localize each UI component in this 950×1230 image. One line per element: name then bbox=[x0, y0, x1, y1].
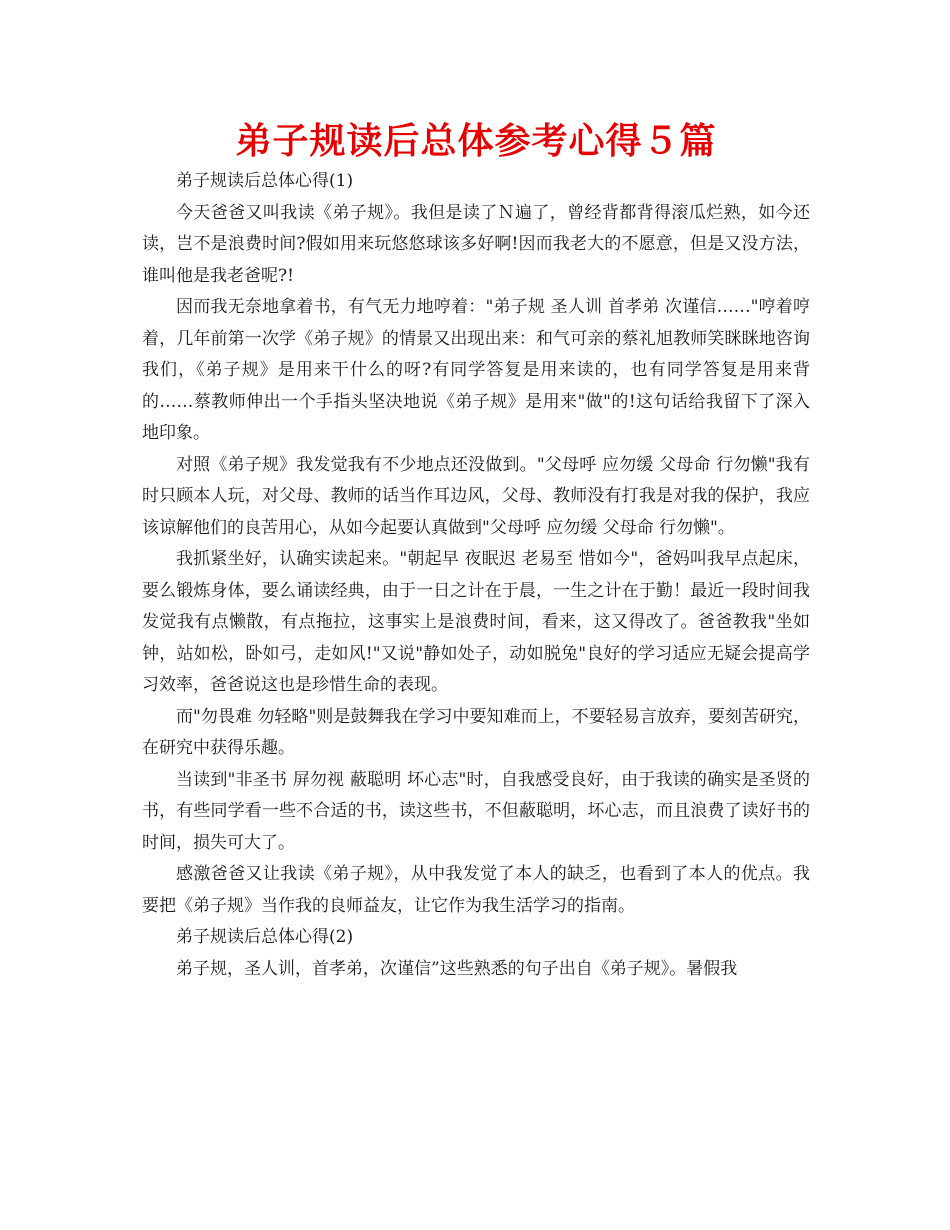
document-page bbox=[142, 118, 810, 985]
paragraph: 我抓紧坐好，认确实读起来。"朝起早 夜眠迟 老易至 惜如今"，爸妈叫我早点起床，要么锻炼身体，要么诵读经典，由于一日之计在于晨，一生之计在于勤！最近一段时间我发觉我有点懒散，有点拖拉，这事实上是浪费时间，看来，这又得改了。爸爸教我"坐如钟，站如松，卧如弓，走如风!"又说"静如处子，动如脱兔"良好的学习适应无疑会提高学习效率，爸爸说这也是珍惜生命的表现。 bbox=[142, 549, 810, 695]
paragraph: 因而我无奈地拿着书，有气无力地哼着："弟子规 圣人训 首孝弟 次谨信……"哼着哼着，几年前第一次学《弟子规》的情景又出现出来：和气可亲的蔡礼旭教师笑眯眯地咨询我们，《弟子规》是用来干什么的呀?有同学答复是用来读的，也有同学答复是用来背的……蔡教师伸出一个手指头坚决地说《弟子规》是用来"做"的!这句话给我留下了深入地印象。 bbox=[142, 297, 810, 443]
section-2 bbox=[142, 922, 810, 985]
paragraph: 今天爸爸又叫我读《弟子规》。我但是读了Ｎ遍了，曾经背都背得滚瓜烂熟，如今还读，岂不是浪费时间?假如用来玩悠悠球该多好啊!因而我老大的不愿意，但是又没方法，谁叫他是我老爸呢?! bbox=[142, 202, 810, 286]
paragraph: 对照《弟子规》我发觉我有不少地点还没做到。"父母呼 应勿缓 父母命 行勿懒"我有时只顾本人玩，对父母、教师的话当作耳边风，父母、教师没有打我是对我的保护，我应该谅解他们的良苦用心，从如今起要认真做到"父母呼 应勿缓 父母命 行勿懒"。 bbox=[142, 454, 810, 538]
paragraph: 弟子规，圣人训，首孝弟，次谨信”这些熟悉的句子出自《弟子规》。暑假我 bbox=[176, 958, 738, 979]
document-title: 弟子规读后总体参考心得５篇 bbox=[235, 121, 717, 162]
paragraph: 感激爸爸又让我读《弟子规》，从中我发觉了本人的缺乏，也看到了本人的优点。我要把《弟子规》当作我的良师益友，让它作为我生活学习的指南。 bbox=[142, 864, 810, 916]
paragraph: 而"勿畏难 勿轻略"则是鼓舞我在学习中要知难而上，不要轻易言放弃，要刻苦研究，在研究中获得乐趣。 bbox=[142, 706, 810, 758]
section-heading: 弟子规读后总体心得(1) bbox=[176, 171, 354, 191]
section-heading: 弟子规读后总体心得(2) bbox=[176, 927, 354, 947]
section-1 bbox=[142, 166, 810, 922]
paragraph: 当读到"非圣书 屏勿视 蔽聪明 坏心志"时，自我感受良好，由于我读的确实是圣贤的书，有些同学看一些不合适的书，读这些书，不但蔽聪明，坏心志，而且浪费了读好书的时间，损失可大了。 bbox=[142, 769, 810, 853]
